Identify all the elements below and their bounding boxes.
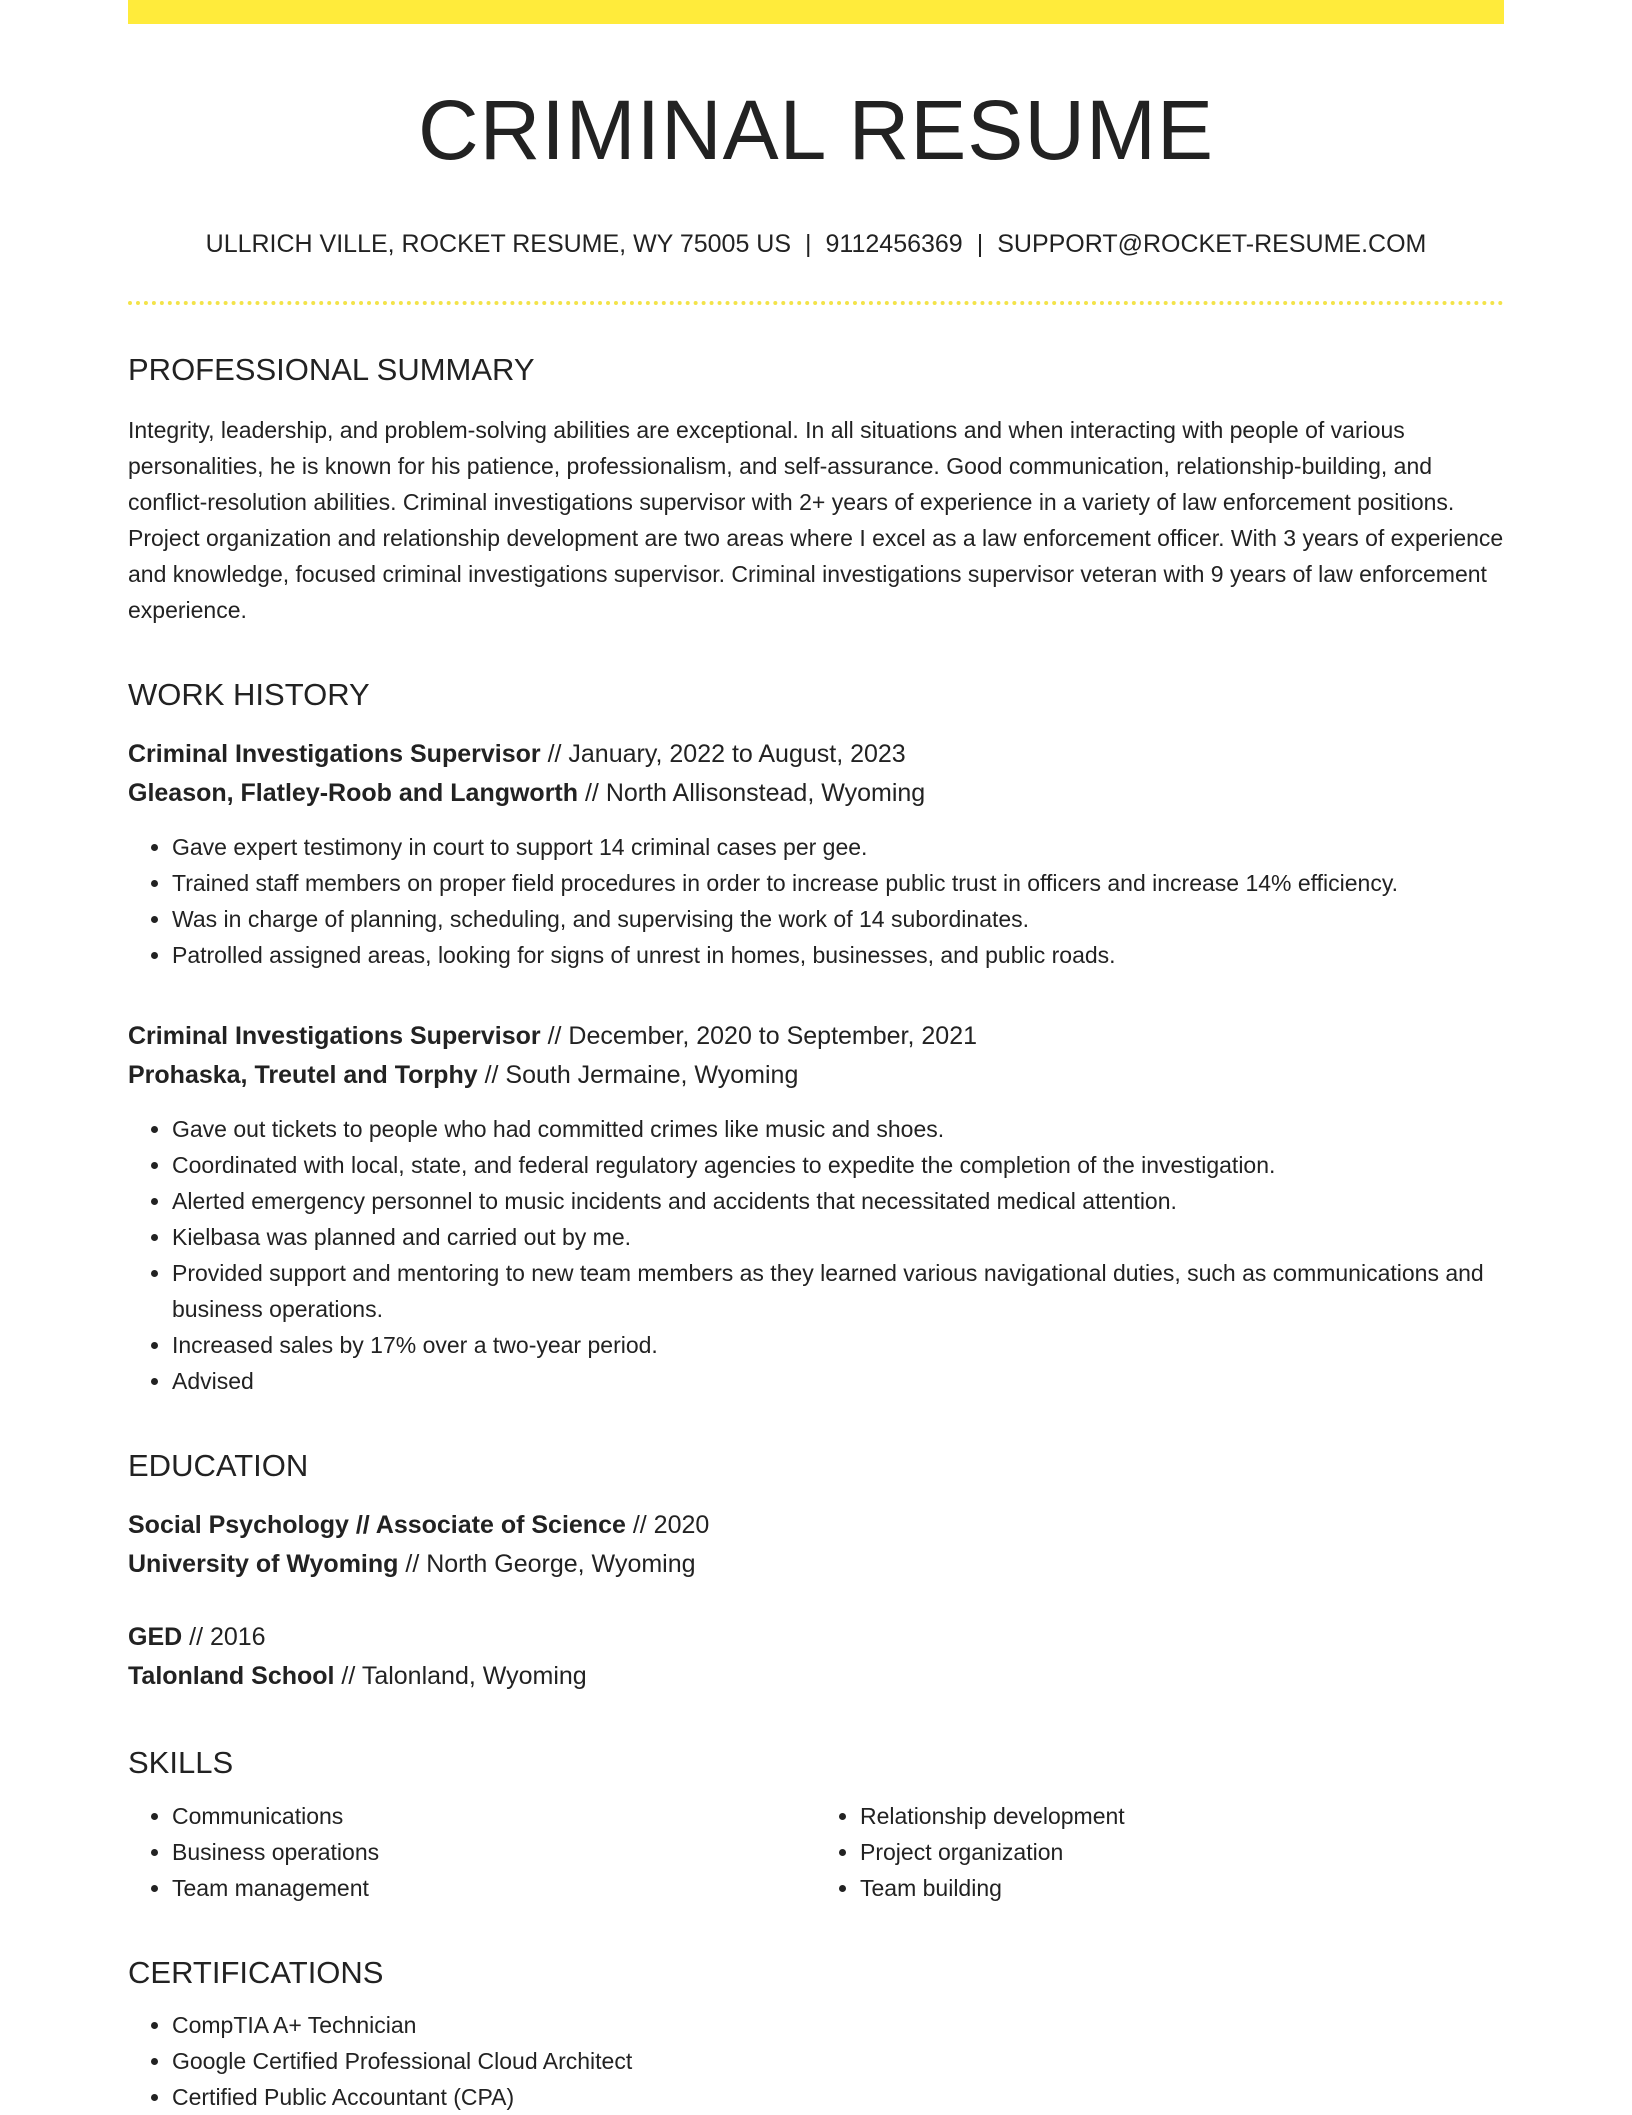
list-item: • Business operations (172, 1834, 816, 1870)
certifications-heading: CERTIFICATIONS (128, 1954, 384, 1990)
job-title: Criminal Investigations Supervisor (128, 1022, 541, 1051)
resume-title: CRIMINAL RESUME (418, 83, 1214, 177)
list-item: • CompTIA A+ Technician (172, 2007, 1504, 2043)
list-item: • Patrolled assigned areas, looking for signs of unrest in homes, businesses, and public roads. (172, 937, 1504, 973)
summary-heading: PROFESSIONAL SUMMARY (128, 351, 535, 387)
job-duties (128, 1111, 1504, 1399)
summary-text: Integrity, leadership, and problem-solving abilities are exceptional. In all situations and when interacting with people of various personalities, he is known for his patience, professionalism, and self-assurance. Good communication, relationship-building, and conflict-resolution abilities. Criminal investigations supervisor with 2+ years of experience in a variety of law enforcement positions. Project organization and relationship development are two areas where I excel as a law enforcement officer. With 3 years of experience and knowledge, focused criminal investigations supervisor. Criminal investigations supervisor veteran with 9 years of law enforcement experience. (128, 417, 1504, 624)
skills-columns (128, 1798, 1504, 1906)
education-degree-line (128, 1618, 1504, 1657)
contact-phone: 9112456369 (825, 230, 963, 259)
list-item: • Relationship development (860, 1798, 1504, 1834)
contact-email: SUPPORT@ROCKET-RESUME.COM (997, 230, 1427, 259)
education-heading: EDUCATION (128, 1448, 309, 1484)
list-item: • Coordinated with local, state, and federal regulatory agencies to expedite the completion of the investigation. (172, 1147, 1504, 1183)
job-title-line (128, 1017, 1504, 1056)
education-degree-line (128, 1506, 1504, 1545)
dotted-divider (128, 301, 1504, 305)
list-item: • Team management (172, 1870, 816, 1906)
job-location: // North Allisonstead, Wyoming (578, 779, 926, 808)
education-entry (128, 1506, 1504, 1584)
accent-bar (128, 0, 1504, 24)
job-duties (128, 829, 1504, 973)
job-company-line (128, 774, 1504, 813)
list-item: • Certified Public Accountant (CPA) (172, 2079, 1504, 2115)
list-item: • Gave out tickets to people who had committed crimes like music and shoes. (172, 1111, 1504, 1147)
education-school-line (128, 1545, 1504, 1584)
resume-page (128, 0, 1504, 2115)
contact-line (128, 228, 1504, 261)
list-item: • Kielbasa was planned and carried out by me. (172, 1219, 1504, 1255)
work-history-heading: WORK HISTORY (128, 677, 370, 713)
skills-heading: SKILLS (128, 1745, 234, 1781)
job-company: Prohaska, Treutel and Torphy (128, 1061, 478, 1090)
education-location: // Talonland, Wyoming (334, 1662, 587, 1691)
job-title: Criminal Investigations Supervisor (128, 740, 541, 769)
job-location: // South Jermaine, Wyoming (477, 1061, 799, 1090)
contact-address: ULLRICH VILLE, ROCKET RESUME, WY 75005 US (205, 230, 792, 259)
education-degree: GED (128, 1623, 183, 1652)
education-school-line (128, 1657, 1504, 1696)
education-entry (128, 1618, 1504, 1696)
job-title-line (128, 735, 1504, 774)
list-item: • Advised (172, 1363, 1504, 1399)
job-company-line (128, 1056, 1504, 1095)
list-item: • Gave expert testimony in court to support 14 criminal cases per gee. (172, 829, 1504, 865)
list-item: • Was in charge of planning, scheduling, and supervising the work of 14 subordinates. (172, 901, 1504, 937)
job-dates: // December, 2020 to September, 2021 (540, 1022, 978, 1051)
job-company: Gleason, Flatley-Roob and Langworth (128, 779, 579, 808)
education-location: // North George, Wyoming (398, 1550, 696, 1579)
list-item: • Provided support and mentoring to new team members as they learned various navigational duties, such as communications and business operations. (172, 1255, 1504, 1327)
list-item: • Team building (860, 1870, 1504, 1906)
education-year: // 2016 (182, 1623, 266, 1652)
education-school: University of Wyoming (128, 1550, 399, 1579)
contact-separator: | (805, 230, 812, 259)
education-year: // 2020 (625, 1511, 710, 1540)
list-item: • Increased sales by 17% over a two-year period. (172, 1327, 1504, 1363)
job-entry (128, 1017, 1504, 1399)
list-item: • Communications (172, 1798, 816, 1834)
job-dates: // January, 2022 to August, 2023 (540, 740, 906, 769)
list-item: • Alerted emergency personnel to music incidents and accidents that necessitated medical attention. (172, 1183, 1504, 1219)
skills-left-column (128, 1798, 816, 1906)
education-degree: Social Psychology // Associate of Science (128, 1511, 626, 1540)
contact-separator: | (976, 230, 984, 259)
skills-right-column (816, 1798, 1504, 1906)
job-entry (128, 735, 1504, 973)
list-item: • Google Certified Professional Cloud Architect (172, 2043, 1504, 2079)
education-school: Talonland School (128, 1662, 335, 1691)
list-item: • Project organization (860, 1834, 1504, 1870)
list-item: • Trained staff members on proper field procedures in order to increase public trust in officers and increase 14% efficiency. (172, 865, 1504, 901)
certifications-list (128, 2007, 1504, 2115)
